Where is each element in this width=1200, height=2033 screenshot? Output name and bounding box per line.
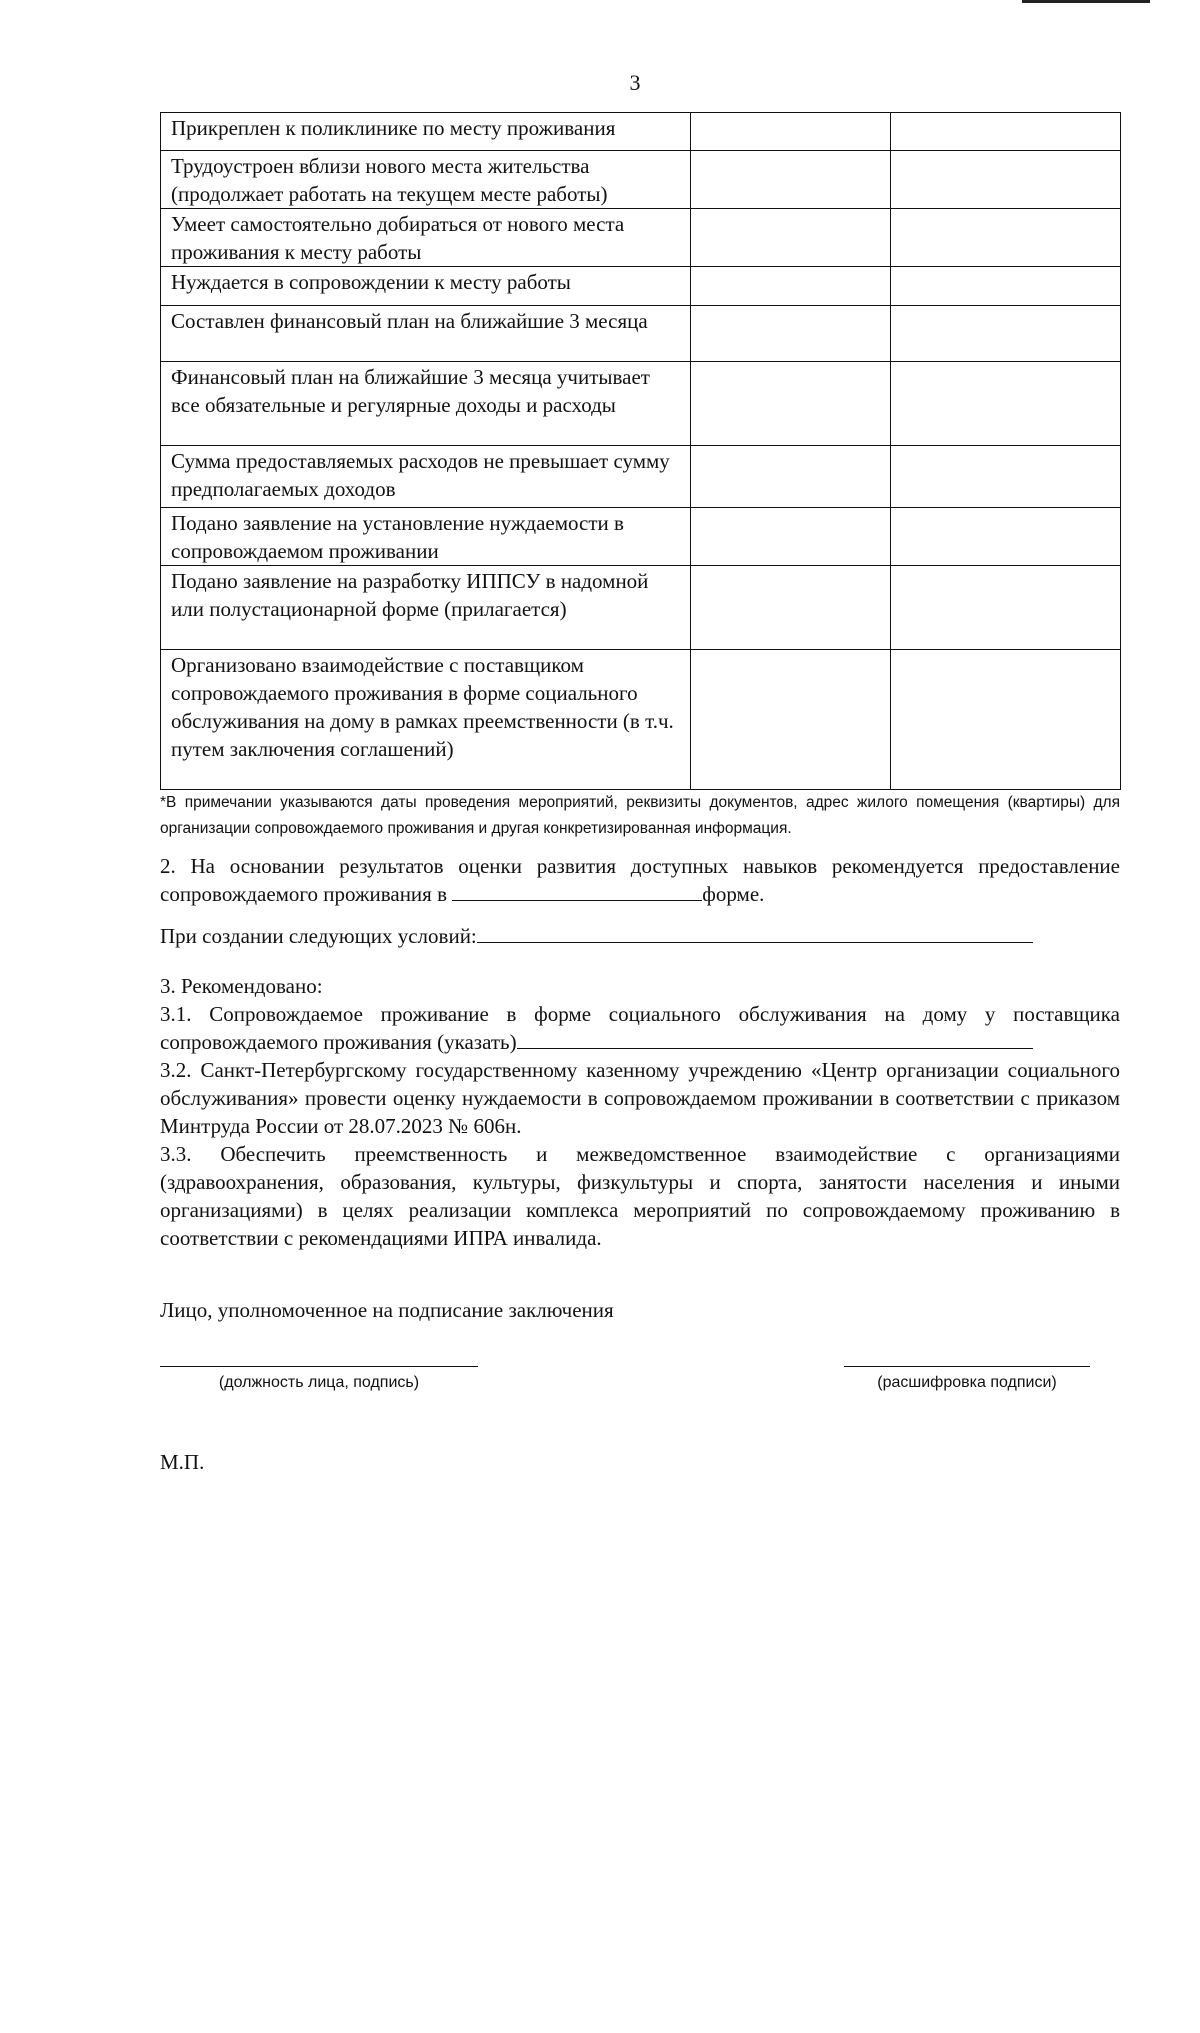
criterion-cell: Умеет самостоятельно добираться от нового места проживания к месту работы [161, 209, 691, 267]
signature-label: Лицо, уполномоченное на подписание заключения [160, 1298, 614, 1322]
table-row [161, 362, 1121, 446]
signature-line-right [844, 1366, 1090, 1367]
note-cell [891, 306, 1121, 362]
conditions-label: При создании следующих условий: [160, 924, 477, 948]
table-row [161, 446, 1121, 508]
status-cell [691, 508, 891, 566]
criterion-cell: Финансовый план на ближайшие 3 месяца учитывает все обязательные и регулярные доходы и расходы [161, 362, 691, 446]
criterion-cell: Нуждается в сопровождении к месту работы [161, 267, 691, 306]
note-cell [891, 446, 1121, 508]
criterion-cell: Сумма предоставляемых расходов не превышает сумму предполагаемых доходов [161, 446, 691, 508]
form-suffix: форме. [702, 882, 765, 906]
provider-blank [517, 1028, 1033, 1049]
form-blank [452, 880, 702, 901]
status-cell [691, 362, 891, 446]
status-cell [691, 113, 891, 151]
item-3-3: 3.3. Обеспечить преемственность и межведомственное взаимодействие с организациями (здравоохранения, образования, культуры, физкультуры и спорта, занятости населения и иными организациями) в целях реализации комплекса мероприятий по сопровождаемому проживанию в соответствии с рекомендациями ИПРА инвалида. [160, 1142, 1120, 1250]
criterion-cell: Организовано взаимодействие с поставщиком сопровождаемого проживания в форме социального обслуживания на дому в рамках преемственности (в т.ч. путем заключения соглашений) [161, 650, 691, 790]
table-row [161, 151, 1121, 209]
note-cell [891, 650, 1121, 790]
criterion-cell: Составлен финансовый план на ближайшие 3 месяца [161, 306, 691, 362]
status-cell [691, 446, 891, 508]
status-cell [691, 306, 891, 362]
table-row [161, 508, 1121, 566]
note-cell [891, 267, 1121, 306]
table-footnote: *В примечании указываются даты проведения мероприятий, реквизиты документов, адрес жилого помещения (квартиры) для организации сопровождаемого проживания и другая конкретизированная информация. [160, 794, 1120, 837]
page-number: 3 [629, 70, 641, 95]
table-row [161, 650, 1121, 790]
recommendation-text: 2. На основании результатов оценки развития доступных навыков рекомендуется предоставление сопровождаемого проживания в [160, 854, 1120, 906]
status-cell [691, 650, 891, 790]
signature-caption-left: (должность лица, подпись) [218, 1374, 420, 1391]
checklist-table [160, 112, 1121, 790]
note-cell [891, 151, 1121, 209]
note-cell [891, 566, 1121, 650]
signature-caption-right: (расшифровка подписи) [877, 1374, 1057, 1391]
criterion-cell: Подано заявление на установление нуждаемости в сопровождаемом проживании [161, 508, 691, 566]
item-3-1 [160, 1000, 1120, 1056]
table-row [161, 209, 1121, 267]
recommendation-paragraph [160, 852, 1120, 908]
item-3-2: 3.2. Санкт-Петербургскому государственному казенному учреждению «Центр организации социального обслуживания» провести оценку нуждаемости в сопровождаемом проживании в соответствии с приказом Минтруда России от 28.07.2023 № 606н. [160, 1058, 1120, 1138]
criterion-cell: Подано заявление на разработку ИППСУ в надомной или полустационарной форме (прилагается) [161, 566, 691, 650]
note-cell [891, 508, 1121, 566]
note-cell [891, 113, 1121, 151]
criterion-cell: Прикреплен к поликлинике по месту проживания [161, 113, 691, 151]
criterion-cell: Трудоустроен вблизи нового места жительства (продолжает работать на текущем месте работы) [161, 151, 691, 209]
stamp-place: М.П. [160, 1450, 205, 1474]
table-row [161, 267, 1121, 306]
table-row [161, 113, 1121, 151]
signature-line-left [160, 1366, 478, 1367]
status-cell [691, 267, 891, 306]
status-cell [691, 566, 891, 650]
status-cell [691, 209, 891, 267]
note-cell [891, 362, 1121, 446]
conditions-blank [477, 922, 1033, 943]
section-3-title: 3. Рекомендовано: [160, 974, 323, 998]
table-row [161, 566, 1121, 650]
table-row [161, 306, 1121, 362]
top-edge-rule [1022, 0, 1150, 3]
note-cell [891, 209, 1121, 267]
status-cell [691, 151, 891, 209]
conditions-line [160, 922, 1120, 950]
item-3-1-text: 3.1. Сопровождаемое проживание в форме социального обслуживания на дому у поставщика сопровождаемого проживания (указать) [160, 1002, 1120, 1054]
